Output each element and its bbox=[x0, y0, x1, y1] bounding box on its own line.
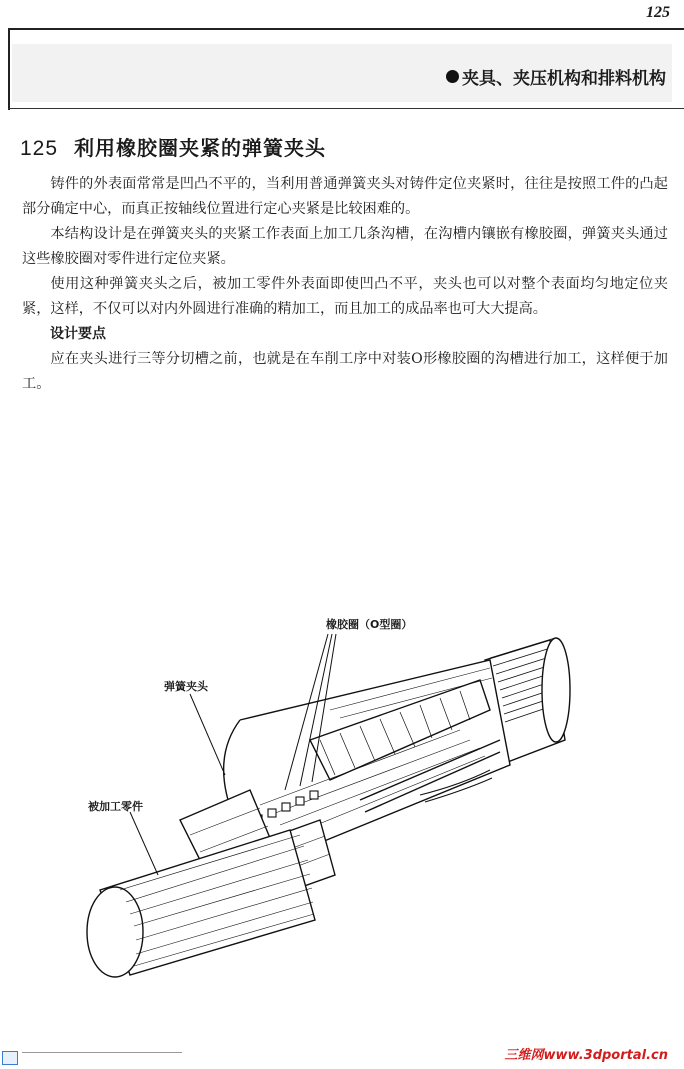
label-rubber-ring: 橡胶圈（O型圈） bbox=[326, 618, 413, 631]
section-title bbox=[20, 132, 326, 161]
section-title-text: 利用橡胶圈夹紧的弹簧夹头 bbox=[74, 136, 327, 160]
header-divider bbox=[8, 108, 684, 109]
design-points-text: 应在夹头进行三等分切槽之前，也就是在车削工序中对装O形橡胶圈的沟槽进行加工，这样便于加工。 bbox=[22, 351, 668, 392]
bullet-icon bbox=[446, 70, 459, 83]
section-number: 125 bbox=[20, 137, 59, 160]
paragraph-3: 使用这种弹簧夹头之后，被加工零件外表面即使凹凸不平，夹头也可以对整个表面均匀地定位夹紧，这样，不仅可以对内外圆进行准确的精加工，而且加工的成品率也可大大提高。 bbox=[22, 276, 668, 317]
collet-body bbox=[224, 660, 510, 855]
left-rule bbox=[8, 30, 10, 110]
chapter-heading bbox=[446, 64, 666, 89]
design-points-heading: 设计要点 bbox=[50, 326, 106, 342]
label-workpiece: 被加工零件 bbox=[88, 800, 143, 813]
watermark: 三维网www.3dportal.cn bbox=[504, 1048, 668, 1063]
footer-rule bbox=[22, 1052, 182, 1053]
top-rule bbox=[8, 28, 684, 30]
page-number: 125 bbox=[646, 4, 670, 21]
collet-drawing bbox=[60, 590, 640, 990]
paragraph-1: 铸件的外表面常常是凹凸不平的，当利用普通弹簧夹头对铸件定位夹紧时，往往是按照工件的凸起部分确定中心，而真正按轴线位置进行定心夹紧是比较困难的。 bbox=[22, 176, 668, 217]
document-icon bbox=[2, 1051, 18, 1065]
collet-figure bbox=[60, 590, 640, 990]
paragraph-2: 本结构设计是在弹簧夹头的夹紧工作表面上加工几条沟槽，在沟槽内镶嵌有橡胶圈，弹簧夹头通过这些橡胶圈对零件进行定位夹紧。 bbox=[22, 226, 668, 267]
chapter-heading-text: 夹具、夹压机构和排料机构 bbox=[462, 69, 666, 89]
body-text bbox=[22, 172, 668, 397]
label-collet: 弹簧夹头 bbox=[164, 680, 208, 693]
